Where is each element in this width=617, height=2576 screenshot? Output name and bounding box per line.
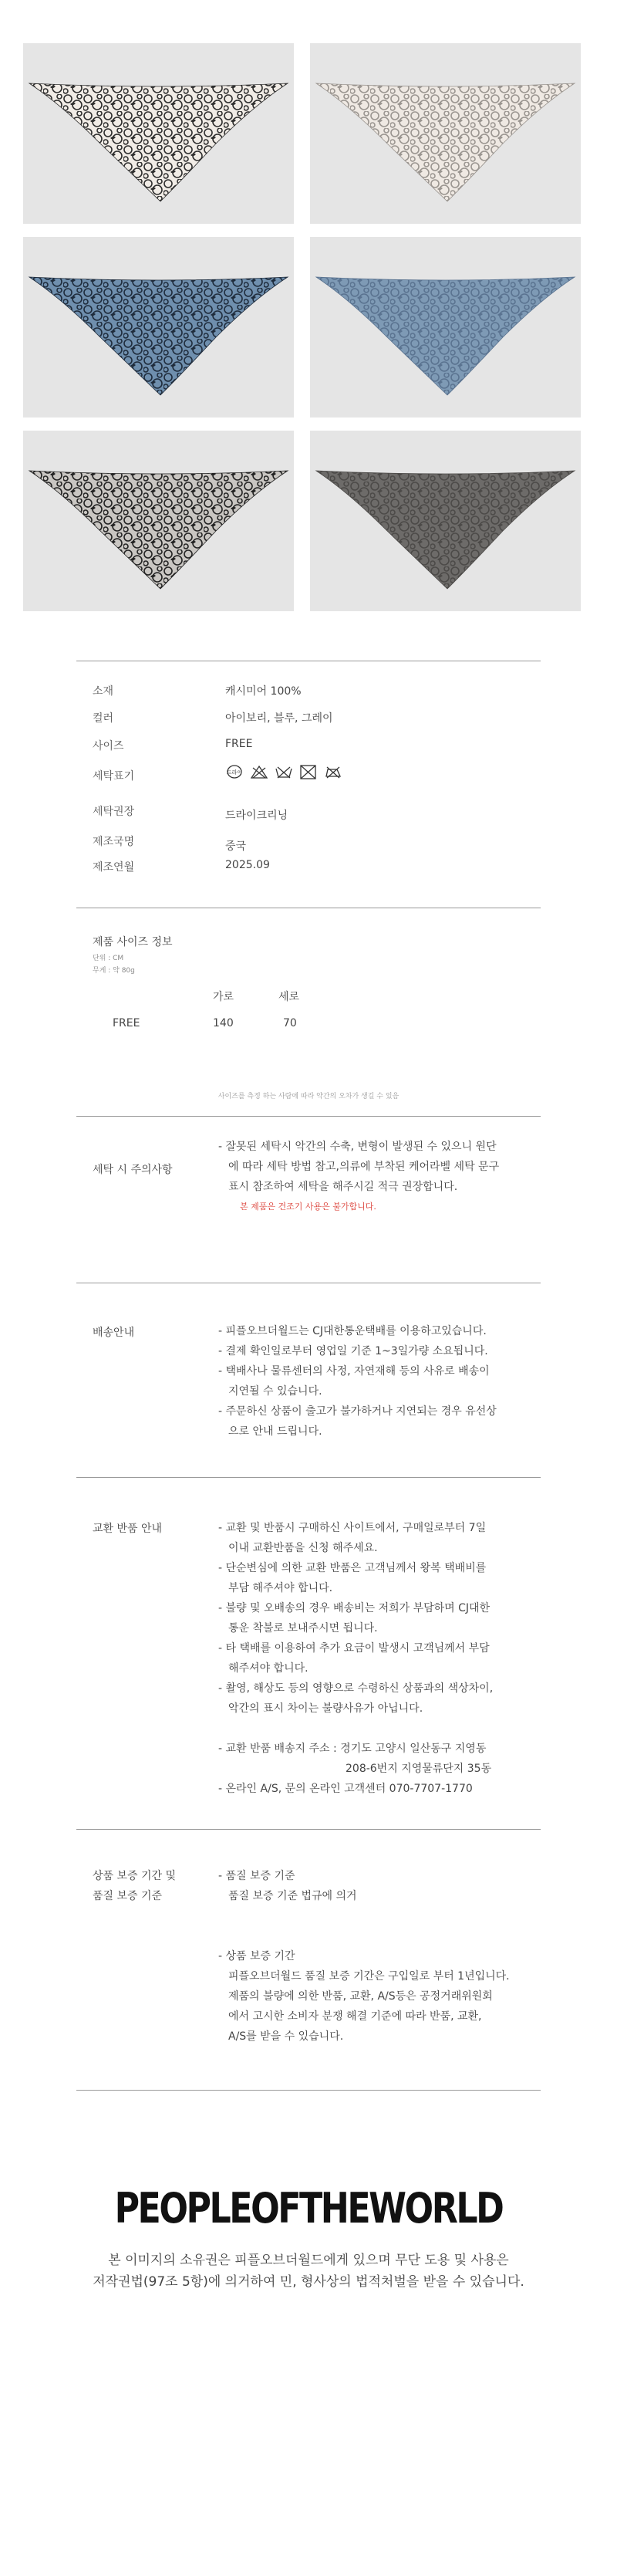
spec-value: 중국 [225, 840, 247, 853]
warranty-line: 제품의 불량에 의한 반품, 교환, A/S등은 공정거래위원회 [228, 1990, 493, 2003]
spec-value: 2025.09 [225, 859, 270, 871]
product-image-ivory-front [23, 43, 294, 224]
spec-label: 세탁권장 [93, 806, 135, 818]
delivery-line: 으로 안내 드립니다. [228, 1425, 322, 1438]
warranty-line: 피플오브더월드 품질 보증 기간은 구입일로 부터 1년입니다. [228, 1970, 510, 1983]
exchange-line: - 교환 및 반품시 구매하신 사이트에서, 구매일로부터 7일 [218, 1522, 487, 1534]
delivery-text [218, 1321, 534, 1442]
copyright-line: 저작권법(97조 5항)에 의거하여 민, 형사상의 법적처벌을 받을 수 있습니다. [93, 2274, 524, 2290]
spec-row-color [93, 710, 524, 732]
bandana-illustration [310, 431, 581, 611]
exchange-line: - 불량 및 오배송의 경우 배송비는 저희가 부담하며 CJ대한 [218, 1602, 491, 1614]
product-image-blue-back [310, 237, 581, 418]
size-col-height: 세로 [278, 991, 300, 1003]
spec-label: 제조연월 [93, 861, 135, 874]
washing-text [218, 1137, 534, 1217]
dry-clean-icon [225, 765, 244, 780]
product-gallery [0, 0, 617, 633]
size-row-label: FREE [113, 1017, 140, 1029]
warranty-line: 에서 고시한 소비자 분쟁 해결 기준에 따라 반품, 교환, [228, 2010, 482, 2023]
copyright-notice [0, 2250, 617, 2293]
delivery-line: - 주문하신 상품이 출고가 불가하거나 지연되는 경우 유선상 [218, 1405, 497, 1418]
exchange-label: 교환 반품 안내 [93, 1523, 163, 1535]
exchange-line: 해주셔야 합니다. [228, 1662, 308, 1675]
exchange-address: 208-6번지 지영물류단지 35동 [346, 1763, 492, 1775]
size-unit: 단위 : CM [93, 955, 124, 962]
exchange-contact: - 온라인 A/S, 문의 온라인 고객센터 070-7707-1770 [218, 1783, 473, 1795]
product-image-blue-front [23, 237, 294, 418]
quality-standard-title: - 품질 보증 기준 [218, 1870, 295, 1882]
washing-line: 에 따라 세탁 방법 참고,의류에 부착된 케어라벨 세탁 문구 [228, 1161, 500, 1173]
size-col-width: 가로 [213, 991, 234, 1003]
bandana-illustration [23, 43, 294, 224]
washing-line: 표시 참조하여 세탁을 해주시길 적극 권장합니다. [228, 1181, 458, 1193]
exchange-line: - 타 택배를 이용하여 추가 요금이 발생시 고객님께서 부담 [218, 1642, 490, 1655]
care-icons [225, 765, 342, 780]
size-info-title: 제품 사이즈 정보 [93, 936, 173, 948]
bandana-illustration [23, 237, 294, 418]
exchange-line: - 단순변심에 의한 교환 반품은 고객님께서 왕복 택배비를 [218, 1562, 487, 1574]
spec-row-date [93, 859, 524, 881]
spec-label: 컬러 [93, 712, 114, 725]
divider [76, 1829, 541, 1830]
delivery-line: 지연될 수 있습니다. [228, 1385, 322, 1398]
exchange-text [218, 1518, 534, 1799]
spec-value: 아이보리, 블루, 그레이 [225, 712, 333, 725]
spec-label: 사이즈 [93, 740, 124, 752]
no-wash-icon [275, 765, 293, 780]
spec-value: 드라이크리닝 [225, 810, 288, 822]
spec-label: 소재 [93, 685, 114, 698]
spec-label: 세탁표기 [93, 770, 135, 783]
spec-row-country [93, 833, 524, 855]
warranty-line: A/S를 받을 수 있습니다. [228, 2030, 344, 2043]
washing-label: 세탁 시 주의사항 [93, 1164, 173, 1176]
divider [76, 1116, 541, 1117]
washing-line: - 잘못된 세탁시 악간의 수축, 변형이 발생된 수 있으니 원단 [218, 1141, 497, 1153]
divider [76, 2090, 541, 2091]
product-warranty-title: - 상품 보증 기간 [218, 1950, 295, 1962]
spec-value: 캐시미어 100% [225, 685, 302, 698]
no-iron-icon [324, 765, 342, 780]
copyright-line: 본 이미지의 소유권은 피플오브더월드에게 있으며 무단 도용 및 사용은 [108, 2253, 509, 2268]
size-width-value: 140 [213, 1017, 234, 1029]
spec-row-washmark [93, 768, 524, 789]
washing-warning: 본 제품은 건조기 사용은 불가합니다. [240, 1202, 376, 1212]
delivery-label: 배송안내 [93, 1327, 135, 1339]
no-bleach-icon [250, 765, 268, 780]
exchange-address: - 교환 반품 배송지 주소 : 경기도 고양시 일산동구 지영동 [218, 1743, 487, 1755]
warranty-label [93, 1866, 176, 1906]
bandana-illustration [310, 237, 581, 418]
product-image-gray-back [310, 431, 581, 611]
spec-value: FREE [225, 738, 253, 750]
warranty-label-line: 상품 보증 기간 및 [93, 1870, 177, 1882]
bandana-illustration [310, 43, 581, 224]
bandana-illustration [23, 431, 294, 611]
exchange-line: - 촬영, 해상도 등의 영향으로 수령하신 상품과의 색상차이, [218, 1682, 494, 1695]
delivery-line: - 피플오브더월드는 CJ대한통운택배를 이용하고있습니다. [218, 1325, 487, 1337]
size-weight: 무게 : 약 80g [93, 967, 135, 975]
size-footnote: 사이즈를 측정 하는 사람에 따라 약간의 오차가 생길 수 있음 [217, 1093, 400, 1100]
exchange-line: 통운 착불로 보내주시면 됩니다. [228, 1622, 378, 1635]
warranty-label-line: 품질 보증 기준 [93, 1890, 163, 1902]
brand-logo: PEOPLEOFTHEWORLD [114, 2184, 503, 2233]
spec-row-material [93, 683, 524, 705]
spec-row-size [93, 738, 524, 759]
quality-standard-text: 품질 보증 기준 법규에 의거 [228, 1890, 357, 1902]
delivery-line: - 결제 확인일로부터 영업일 기준 1~3일가량 소요됩니다. [218, 1345, 488, 1357]
product-image-ivory-back [310, 43, 581, 224]
spec-row-washcare [93, 803, 524, 825]
product-image-gray-front [23, 431, 294, 611]
divider [76, 1477, 541, 1478]
size-height-value: 70 [283, 1017, 297, 1029]
no-tumble-dry-icon [299, 765, 318, 780]
warranty-text [218, 1866, 534, 2047]
exchange-line: 부담 해주셔야 합니다. [228, 1582, 333, 1594]
exchange-line: 이내 교환반품을 신청 해주세요. [228, 1542, 378, 1554]
delivery-line: - 택배사나 물류센터의 사정, 자연재해 등의 사유로 배송이 [218, 1365, 490, 1378]
spec-label: 제조국명 [93, 836, 135, 848]
svg-text:드라이: 드라이 [226, 769, 243, 776]
exchange-line: 악간의 표시 차이는 불량사유가 아닙니다. [228, 1702, 423, 1715]
